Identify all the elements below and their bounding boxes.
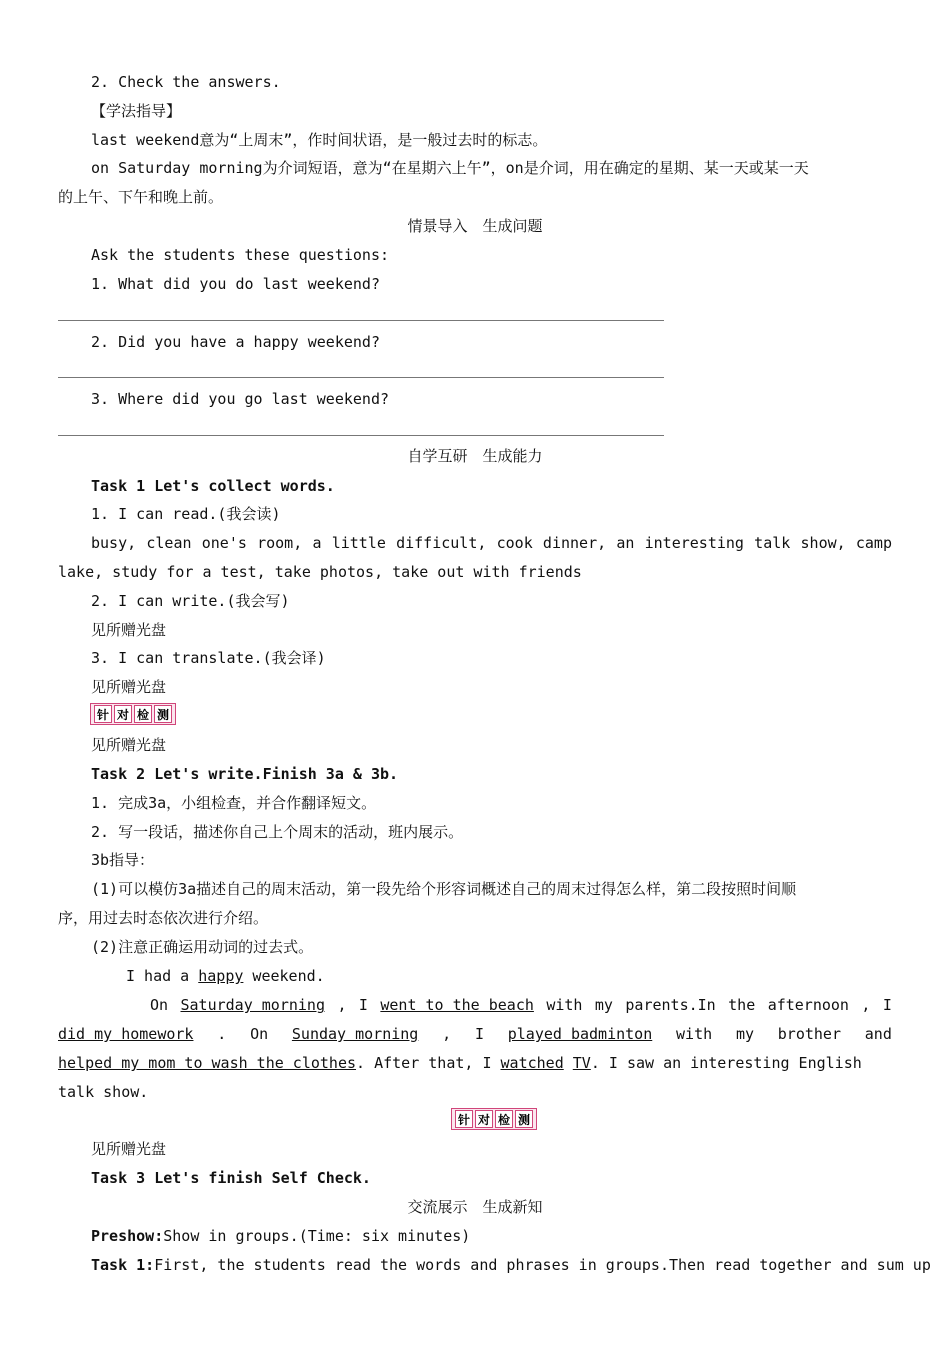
text-line: Preshow:Show in groups.(Time: six minutes) xyxy=(91,1227,471,1245)
text-line: (1)可以模仿3a描述自己的周末活动，第一段先给个形容词概述自己的周末过得怎么样，第二段按照时间顺 xyxy=(91,880,797,898)
filled-answer: played badminton xyxy=(507,1025,653,1043)
text-line: 2. 写一段话，描述你自己上个周末的活动，班内展示。 xyxy=(91,823,464,841)
text-line: 见所赠光盘 xyxy=(91,678,167,696)
label: Preshow: xyxy=(91,1227,164,1245)
text-line: 见所赠光盘 xyxy=(91,736,167,754)
text-line: 2. Check the answers. xyxy=(91,73,281,91)
answer-line xyxy=(58,377,664,378)
check-badge xyxy=(90,703,176,725)
filled-answer: helped my mom to wash the clothes xyxy=(58,1054,357,1072)
essay-line: On Saturday morning , I went to the beach with my parents.In the afternoon , I xyxy=(150,996,892,1014)
badge-char: 针 xyxy=(94,705,112,723)
answer-line xyxy=(58,435,664,436)
text-line: lake, study for a test, take photos, take out with friends xyxy=(58,563,582,581)
check-badge xyxy=(451,1108,537,1130)
badge-char: 测 xyxy=(515,1110,533,1128)
text-line: on Saturday morning为介词短语，意为“在星期六上午”，on是介词，用在确定的星期、某一天或某一天 xyxy=(91,159,809,177)
text-line: Ask the students these questions: xyxy=(91,246,390,264)
text-line: 2. I can write.(我会写) xyxy=(91,592,290,610)
essay-line: I had a happy weekend. xyxy=(126,967,325,985)
section-heading: 自学互研 生成能力 xyxy=(407,447,543,465)
essay-line: talk show. xyxy=(58,1083,149,1101)
text-line: 序，用过去时态依次进行介绍。 xyxy=(58,909,269,927)
filled-answer: Saturday morning xyxy=(180,996,325,1014)
text-line: 1. 完成3a，小组检查，并合作翻译短文。 xyxy=(91,794,377,812)
filled-answer: TV xyxy=(572,1054,591,1072)
section-heading: 交流展示 生成新知 xyxy=(407,1198,543,1216)
text-line: 1. I can read.(我会读) xyxy=(91,505,281,523)
task-title: Task 2 Let's write.Finish 3a & 3b. xyxy=(91,765,399,783)
question: 2. Did you have a happy weekend? xyxy=(91,333,380,351)
text-line: 的上午、下午和晚上前。 xyxy=(58,188,224,206)
question: 1. What did you do last weekend? xyxy=(91,275,380,293)
filled-answer: did my homework xyxy=(58,1025,194,1043)
text-line: Task 1:First, the students read the words and phrases in groups.Then read together and sum up xyxy=(91,1256,931,1274)
text-line: 3. I can translate.(我会译) xyxy=(91,649,326,667)
essay-line: did my homework . On Sunday morning , I played badminton with my brother and xyxy=(58,1025,892,1043)
badge-char: 对 xyxy=(475,1110,493,1128)
text-line: last weekend意为“上周末”，作时间状语，是一般过去时的标志。 xyxy=(91,131,548,149)
badge-char: 检 xyxy=(495,1110,513,1128)
answer-line xyxy=(58,320,664,321)
essay-line: helped my mom to wash the clothes. After that, I watched TV. I saw an interesting English xyxy=(58,1054,862,1072)
text-line: 3b指导： xyxy=(91,851,155,869)
section-label: 【学法指导】 xyxy=(91,102,182,120)
label: Task 1: xyxy=(91,1256,155,1274)
filled-answer: happy xyxy=(198,967,244,985)
filled-answer: Sunday morning xyxy=(291,1025,419,1043)
badge-char: 对 xyxy=(114,705,132,723)
text-line: 见所赠光盘 xyxy=(91,1140,167,1158)
text-line: 见所赠光盘 xyxy=(91,621,167,639)
badge-char: 针 xyxy=(455,1110,473,1128)
section-heading: 情景导入 生成问题 xyxy=(407,217,543,235)
text-line: (2)注意正确运用动词的过去式。 xyxy=(91,938,314,956)
badge-char: 测 xyxy=(154,705,172,723)
task-title: Task 3 Let's finish Self Check. xyxy=(91,1169,371,1187)
filled-answer: watched xyxy=(500,1054,564,1072)
badge-char: 检 xyxy=(134,705,152,723)
filled-answer: went to the beach xyxy=(380,996,534,1014)
task-title: Task 1 Let's collect words. xyxy=(91,477,335,495)
text-line: busy, clean one's room, a little difficult, cook dinner, an interesting talk show, camp xyxy=(91,534,892,552)
question: 3. Where did you go last weekend? xyxy=(91,390,390,408)
